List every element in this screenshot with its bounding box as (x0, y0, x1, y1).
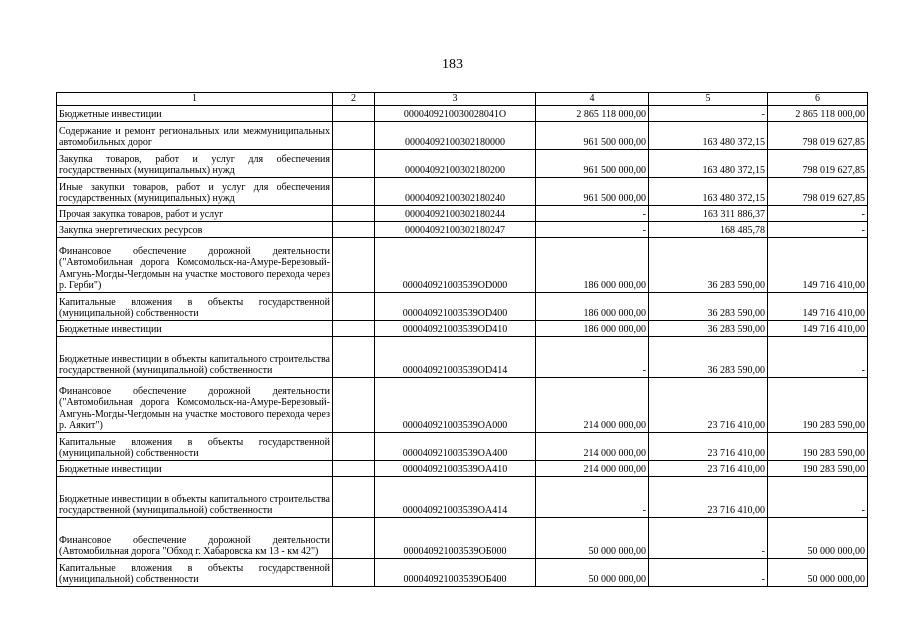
row-code: 000040921003539OD400 (375, 293, 536, 321)
row-name-text: Капитальные вложения в объекты государственной (муниципальной) собственности (59, 436, 330, 460)
row-name (57, 106, 333, 122)
table-row (57, 122, 868, 150)
row-plan: 50 000 000,00 (536, 559, 649, 587)
row-code: 000040921003539OA414 (375, 477, 536, 518)
row-name (57, 337, 333, 378)
row-name (57, 238, 333, 293)
row-remainder: 190 283 590,00 (768, 433, 868, 461)
table-row (57, 559, 868, 587)
row-name-text: Закупка товаров, работ и услуг для обеспечения государственных (муниципальных) нужд (59, 153, 330, 177)
table-row (57, 433, 868, 461)
row-name-text: Прочая закупка товаров, работ и услуг (59, 209, 224, 221)
row-code: 000040921003539OБ000 (375, 518, 536, 559)
table-row (57, 293, 868, 321)
row-actual: 23 716 410,00 (649, 477, 768, 518)
table-header-row (57, 93, 868, 106)
row-plan: - (536, 337, 649, 378)
row-actual: 36 283 590,00 (649, 293, 768, 321)
row-plan: 186 000 000,00 (536, 238, 649, 293)
row-actual: 23 716 410,00 (649, 378, 768, 433)
row-name-text: Финансовое обеспечение дорожной деятельности (Автомобильная дорога "Обход г. Хабаровска км 13 - км 42") (59, 534, 330, 558)
table-row (57, 178, 868, 206)
table-row (57, 378, 868, 433)
row-remainder: - (768, 477, 868, 518)
row-remainder: 149 716 410,00 (768, 238, 868, 293)
row-plan: 214 000 000,00 (536, 433, 649, 461)
row-name (57, 518, 333, 559)
row-name (57, 321, 333, 337)
row-code: 000040921003539OD410 (375, 321, 536, 337)
row-name-text: Содержание и ремонт региональных или межмуниципальных автомобильных дорог (59, 125, 330, 149)
row-remainder: 149 716 410,00 (768, 321, 868, 337)
row-plan: 214 000 000,00 (536, 461, 649, 477)
row-name-text: Иные закупки товаров, работ и услуг для обеспечения государственных (муниципальных) нужд (59, 181, 330, 205)
row-actual: 168 485,78 (649, 222, 768, 238)
row-plan: 186 000 000,00 (536, 321, 649, 337)
row-plan: - (536, 206, 649, 222)
row-col2 (333, 337, 375, 378)
row-name-text: Капитальные вложения в объекты государственной (муниципальной) собственности (59, 562, 330, 586)
row-actual: 36 283 590,00 (649, 238, 768, 293)
row-plan: 961 500 000,00 (536, 122, 649, 150)
row-name (57, 222, 333, 238)
row-plan: - (536, 222, 649, 238)
table-row (57, 106, 868, 122)
row-col2 (333, 518, 375, 559)
budget-table (56, 92, 868, 587)
row-name-text: Закупка энергетических ресурсов (59, 225, 203, 237)
row-remainder: 2 865 118 000,00 (768, 106, 868, 122)
header-cell: 6 (768, 93, 868, 106)
row-code: 00004092100302180247 (375, 222, 536, 238)
row-col2 (333, 238, 375, 293)
row-name (57, 378, 333, 433)
row-name (57, 559, 333, 587)
row-name-text: Бюджетные инвестиции (59, 324, 162, 336)
header-cell: 3 (375, 93, 536, 106)
row-remainder: 50 000 000,00 (768, 518, 868, 559)
row-name-text: Бюджетные инвестиции в объекты капитального строительства государственной (муниципальной) собственности (59, 493, 330, 517)
row-name (57, 461, 333, 477)
row-col2 (333, 122, 375, 150)
row-name (57, 122, 333, 150)
row-col2 (333, 222, 375, 238)
row-col2 (333, 293, 375, 321)
row-code: 000040921003539OD000 (375, 238, 536, 293)
row-plan: 961 500 000,00 (536, 150, 649, 178)
row-code: 00004092100302180000 (375, 122, 536, 150)
row-actual: 23 716 410,00 (649, 461, 768, 477)
row-remainder: - (768, 222, 868, 238)
row-col2 (333, 378, 375, 433)
row-code: 000040921003539OA410 (375, 461, 536, 477)
page-number: 183 (442, 57, 463, 72)
row-name-text: Финансовое обеспечение дорожной деятельности ("Автомобильная дорога Комсомольск-на-Амуре-Березовый-Амгунь-Могды-Чегдомын на участке мостового перехода через р. Аякит") (59, 385, 330, 432)
row-plan: - (536, 477, 649, 518)
row-col2 (333, 461, 375, 477)
row-col2 (333, 150, 375, 178)
table-row (57, 206, 868, 222)
row-remainder: 190 283 590,00 (768, 378, 868, 433)
row-code: 0000409210030028041О (375, 106, 536, 122)
table-row (57, 461, 868, 477)
header-cell: 4 (536, 93, 649, 106)
row-actual: 36 283 590,00 (649, 321, 768, 337)
row-remainder: 149 716 410,00 (768, 293, 868, 321)
header-cell: 2 (333, 93, 375, 106)
row-actual: 36 283 590,00 (649, 337, 768, 378)
row-plan: 186 000 000,00 (536, 293, 649, 321)
row-remainder: 798 019 627,85 (768, 178, 868, 206)
row-remainder: - (768, 206, 868, 222)
row-name (57, 206, 333, 222)
row-col2 (333, 178, 375, 206)
row-code: 000040921003539OA000 (375, 378, 536, 433)
row-actual: 163 480 372,15 (649, 178, 768, 206)
row-actual: 23 716 410,00 (649, 433, 768, 461)
row-code: 000040921003539OA400 (375, 433, 536, 461)
row-name-text: Бюджетные инвестиции (59, 109, 162, 121)
row-remainder: 798 019 627,85 (768, 150, 868, 178)
row-remainder: 190 283 590,00 (768, 461, 868, 477)
table-row (57, 337, 868, 378)
row-code: 000040921003539OD414 (375, 337, 536, 378)
row-actual: - (649, 559, 768, 587)
row-code: 00004092100302180200 (375, 150, 536, 178)
row-code: 00004092100302180240 (375, 178, 536, 206)
header-cell: 1 (57, 93, 333, 106)
row-actual: - (649, 106, 768, 122)
row-actual: - (649, 518, 768, 559)
table-row (57, 238, 868, 293)
row-col2 (333, 321, 375, 337)
row-col2 (333, 477, 375, 518)
row-name (57, 433, 333, 461)
row-col2 (333, 559, 375, 587)
table-body (57, 106, 868, 587)
row-remainder: 50 000 000,00 (768, 559, 868, 587)
row-name-text: Финансовое обеспечение дорожной деятельности ("Автомобильная дорога Комсомольск-на-Амуре-Березовый-Амгунь-Могды-Чегдомын на участке мостового перехода через р. Герби") (59, 245, 330, 292)
table-row (57, 321, 868, 337)
row-remainder: - (768, 337, 868, 378)
row-col2 (333, 106, 375, 122)
row-plan: 961 500 000,00 (536, 178, 649, 206)
row-code: 00004092100302180244 (375, 206, 536, 222)
row-name (57, 293, 333, 321)
row-remainder: 798 019 627,85 (768, 122, 868, 150)
row-name (57, 477, 333, 518)
row-col2 (333, 433, 375, 461)
row-plan: 2 865 118 000,00 (536, 106, 649, 122)
table-row (57, 150, 868, 178)
row-plan: 50 000 000,00 (536, 518, 649, 559)
row-name (57, 150, 333, 178)
row-name-text: Капитальные вложения в объекты государственной (муниципальной) собственности (59, 296, 330, 320)
row-actual: 163 311 886,37 (649, 206, 768, 222)
row-code: 000040921003539OБ400 (375, 559, 536, 587)
table-row (57, 477, 868, 518)
row-col2 (333, 206, 375, 222)
row-name (57, 178, 333, 206)
table-row (57, 518, 868, 559)
row-name-text: Бюджетные инвестиции в объекты капитального строительства государственной (муниципальной) собственности (59, 353, 330, 377)
row-actual: 163 480 372,15 (649, 122, 768, 150)
row-actual: 163 480 372,15 (649, 150, 768, 178)
row-name-text: Бюджетные инвестиции (59, 464, 162, 476)
row-plan: 214 000 000,00 (536, 378, 649, 433)
table-row (57, 222, 868, 238)
header-cell: 5 (649, 93, 768, 106)
